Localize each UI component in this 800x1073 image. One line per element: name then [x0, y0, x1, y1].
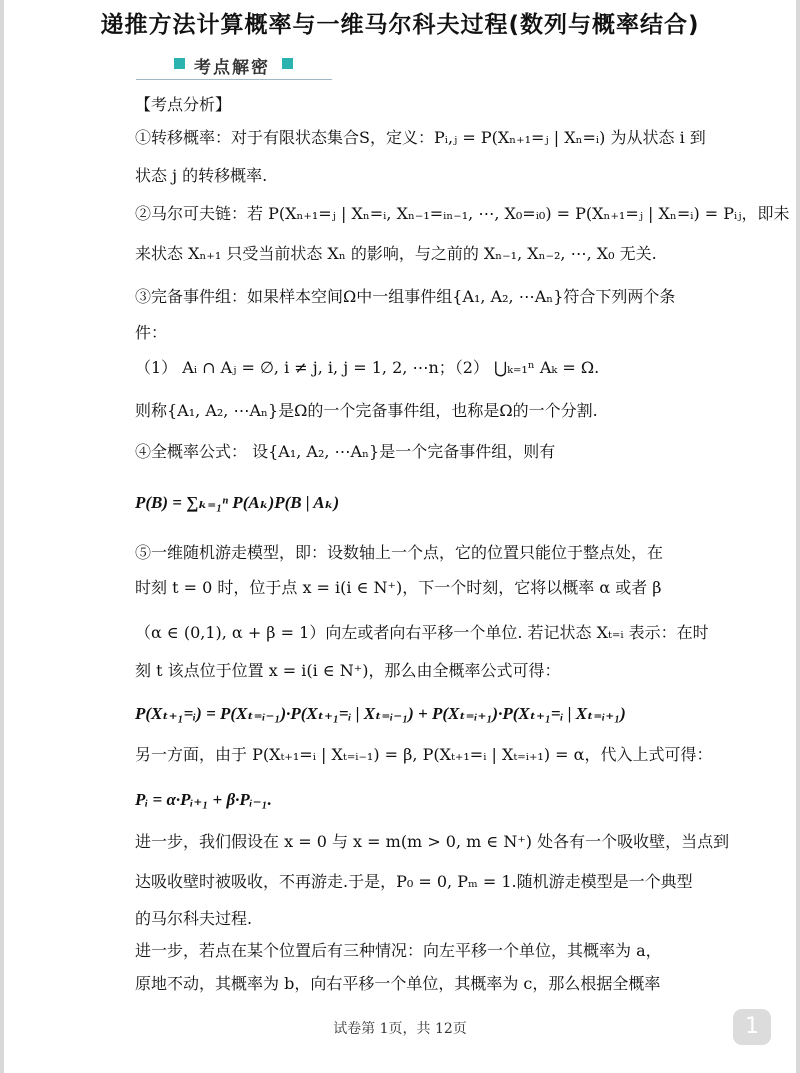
section-banner: [136, 52, 332, 80]
banner-underline: [136, 79, 332, 80]
banner-square-left-icon: [174, 58, 185, 69]
text-line-2: ①转移概率：对于有限状态集合S，定义：Pᵢ,ⱼ = P(Xₙ₊₁=ⱼ | Xₙ=ᵢ) 为从状态 i 到: [135, 128, 706, 147]
banner-square-right-icon: [282, 58, 293, 69]
text-line-18: Pᵢ = α·Pᵢ₊₁ + β·Pᵢ₋₁.: [135, 790, 272, 809]
text-line-14: （α ∈ (0,1), α + β = 1）向左或者向右平移一个单位. 若记状态 Xₜ₌ᵢ 表示：在时: [135, 623, 709, 642]
text-line-21: 的马尔科夫过程.: [135, 909, 253, 928]
text-line-6: ③完备事件组：如果样本空间Ω中一组事件组{A₁, A₂, ⋯Aₙ}符合下列两个条: [135, 287, 676, 306]
page-number-badge[interactable]: 1: [733, 1009, 771, 1045]
text-line-17: 另一方面，由于 P(Xₜ₊₁=ᵢ | Xₜ₌ᵢ₋₁) = β, P(Xₜ₊₁=ᵢ | Xₜ₌ᵢ₊₁) = α，代入上式可得：: [135, 745, 713, 764]
text-line-23: 原地不动，其概率为 b，向右平移一个单位，其概率为 c，那么根据全概率: [135, 974, 661, 993]
text-line-15: 刻 t 该点位于位置 x = i(i ∈ N⁺)，那么由全概率公式可得：: [135, 661, 561, 680]
document-title: 递推方法计算概率与一维马尔科夫过程(数列与概率结合): [100, 12, 700, 38]
text-line-10: ④全概率公式： 设{A₁, A₂, ⋯Aₙ}是一个完备事件组，则有: [135, 442, 556, 461]
page-footer: 试卷第 1页，共 12页: [333, 1021, 467, 1037]
text-line-7: 件：: [135, 323, 168, 342]
text-line-13: 时刻 t = 0 时，位于点 x = i(i ∈ N⁺)，下一个时刻，它将以概率 α 或者 β: [135, 578, 662, 597]
text-line-22: 进一步，若点在某个位置后有三种情况：向左平移一个单位，其概率为 a，: [135, 941, 662, 960]
text-line-4: ②马尔可夫链：若 P(Xₙ₊₁=ⱼ | Xₙ=ᵢ, Xₙ₋₁=ᵢₙ₋₁, ⋯, X₀=ᵢ₀) = P(Xₙ₊₁=ⱼ | Xₙ=ᵢ) = Pᵢⱼ，即未: [135, 204, 790, 223]
text-line-8: （1） Aᵢ ∩ Aⱼ = ∅, i ≠ j, i, j = 1, 2, ⋯n；（2） ⋃ₖ₌₁ⁿ Aₖ = Ω.: [135, 358, 600, 377]
text-line-5: 来状态 Xₙ₊₁ 只受当前状态 Xₙ 的影响，与之前的 Xₙ₋₁, Xₙ₋₂, ⋯, X₀ 无关.: [135, 244, 657, 263]
text-line-20: 达吸收壁时被吸收，不再游走.于是，P₀ = 0, Pₘ = 1.随机游走模型是一个典型: [135, 872, 693, 891]
page-edge-left: [0, 0, 4, 1073]
text-line-1: 【考点分析】: [135, 95, 232, 114]
page-edge-right: [796, 0, 800, 1073]
text-line-12: ⑤一维随机游走模型，即：设数轴上一个点，它的位置只能位于整点处，在: [135, 543, 664, 562]
text-line-3: 状态 j 的转移概率.: [135, 166, 268, 185]
text-line-11: P(B) = ∑ₖ₌₁ⁿ P(Aₖ)P(B | Aₖ): [135, 493, 340, 512]
text-line-19: 进一步，我们假设在 x = 0 与 x = m(m > 0, m ∈ N⁺) 处各有一个吸收壁，当点到: [135, 832, 730, 851]
text-line-9: 则称{A₁, A₂, ⋯Aₙ}是Ω的一个完备事件组，也称是Ω的一个分割.: [135, 401, 598, 420]
banner-label: 考点解密: [194, 58, 270, 78]
text-line-16: P(Xₜ₊₁=ᵢ) = P(Xₜ₌ᵢ₋₁)·P(Xₜ₊₁=ᵢ | Xₜ₌ᵢ₋₁) + P(Xₜ₌ᵢ₊₁)·P(Xₜ₊₁=ᵢ | Xₜ₌ᵢ₊₁): [135, 704, 626, 723]
